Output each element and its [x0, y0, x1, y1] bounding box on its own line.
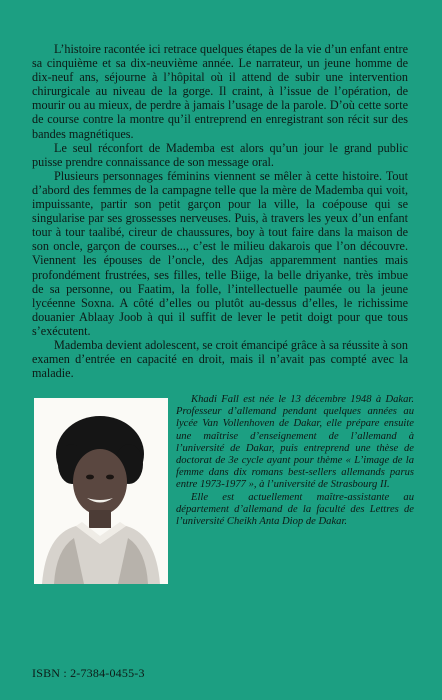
- author-portrait: [34, 398, 168, 584]
- synopsis-paragraph: Plusieurs personnages féminins viennent se mêler à cette histoire. Tout d’abord des femmes de la campagne telle que la mère de Mademba qui voit, impuissante, partir son petit garçon pour la ville, la coépouse qui se singularise par ses grossesses nerveuses. Puis, à travers les yeux d’un enfant tour à tour taalibé, cireur de chaussures, boy à tout faire dans la maison de son oncle, garçon de courses..., c’est le milieu dakarois que l’on découvre. Viennent les épouses de l’oncle, des Adjas apparemment nanties mais profondément frustrées, ses filles, telle Biige, la belle driyanke, très imbue de sa personne, ou Faatim, la folle, l’intellectuelle paumée ou la jeune lycéenne Soxna. A côté d’elles ou plutôt au-dessus d’elles, le richissime douanier Ablaay Joob à qui il suffit de lever le petit doigt pour que tous s’exécutent.: [32, 168, 408, 338]
- isbn-number: ISBN : 2-7384-0455-3: [32, 666, 145, 680]
- author-portrait-image: [34, 398, 168, 584]
- synopsis-paragraph: Le seul réconfort de Mademba est alors qu’un jour le grand public puisse prendre connaissance de son message oral.: [32, 140, 408, 169]
- author-bio-paragraph: Elle est actuellement maître-assistante au département d’allemand de la faculté des Lettres de l’université Cheikh Anta Diop de Dakar.: [176, 491, 414, 528]
- synopsis-paragraph: Mademba devient adolescent, se croit émancipé grâce à sa réussite à son examen d’entrée en capacité en droit, mais il n’avait pas compté avec la maladie.: [32, 337, 408, 381]
- author-biography: [176, 394, 414, 528]
- synopsis-text: [32, 42, 408, 380]
- synopsis-paragraph: L’histoire racontée ici retrace quelques étapes de la vie d’un enfant entre sa cinquième et sa dix-neuvième année. Le narrateur, un jeune homme de dix-neuf ans, séjourne à l’hôpital où il attend de subir une intervention chirurgicale au niveau de la gorge. Il craint, à l’issue de l’opération, de mourir ou au mieux, de perdre à jamais l’usage de la parole. D’où cette sorte de course contre la montre qu’il entreprend en enregistrant son récit sur des bandes magnétiques.: [32, 42, 408, 141]
- author-bio-paragraph: Khadi Fall est née le 13 décembre 1948 à Dakar. Professeur d’allemand pendant quelques années au lycée Van Vollenhoven de Dakar, elle prépare ensuite une maîtrise d’enseignement de l’allemand à l’université de Dakar, puis entreprend une thèse de doctorat de 3e cycle ayant pour thème « L’image de la femme dans dix romans best-sellers allemands parus entre 1973-1977 », à l’université de Strasbourg II.: [176, 394, 414, 491]
